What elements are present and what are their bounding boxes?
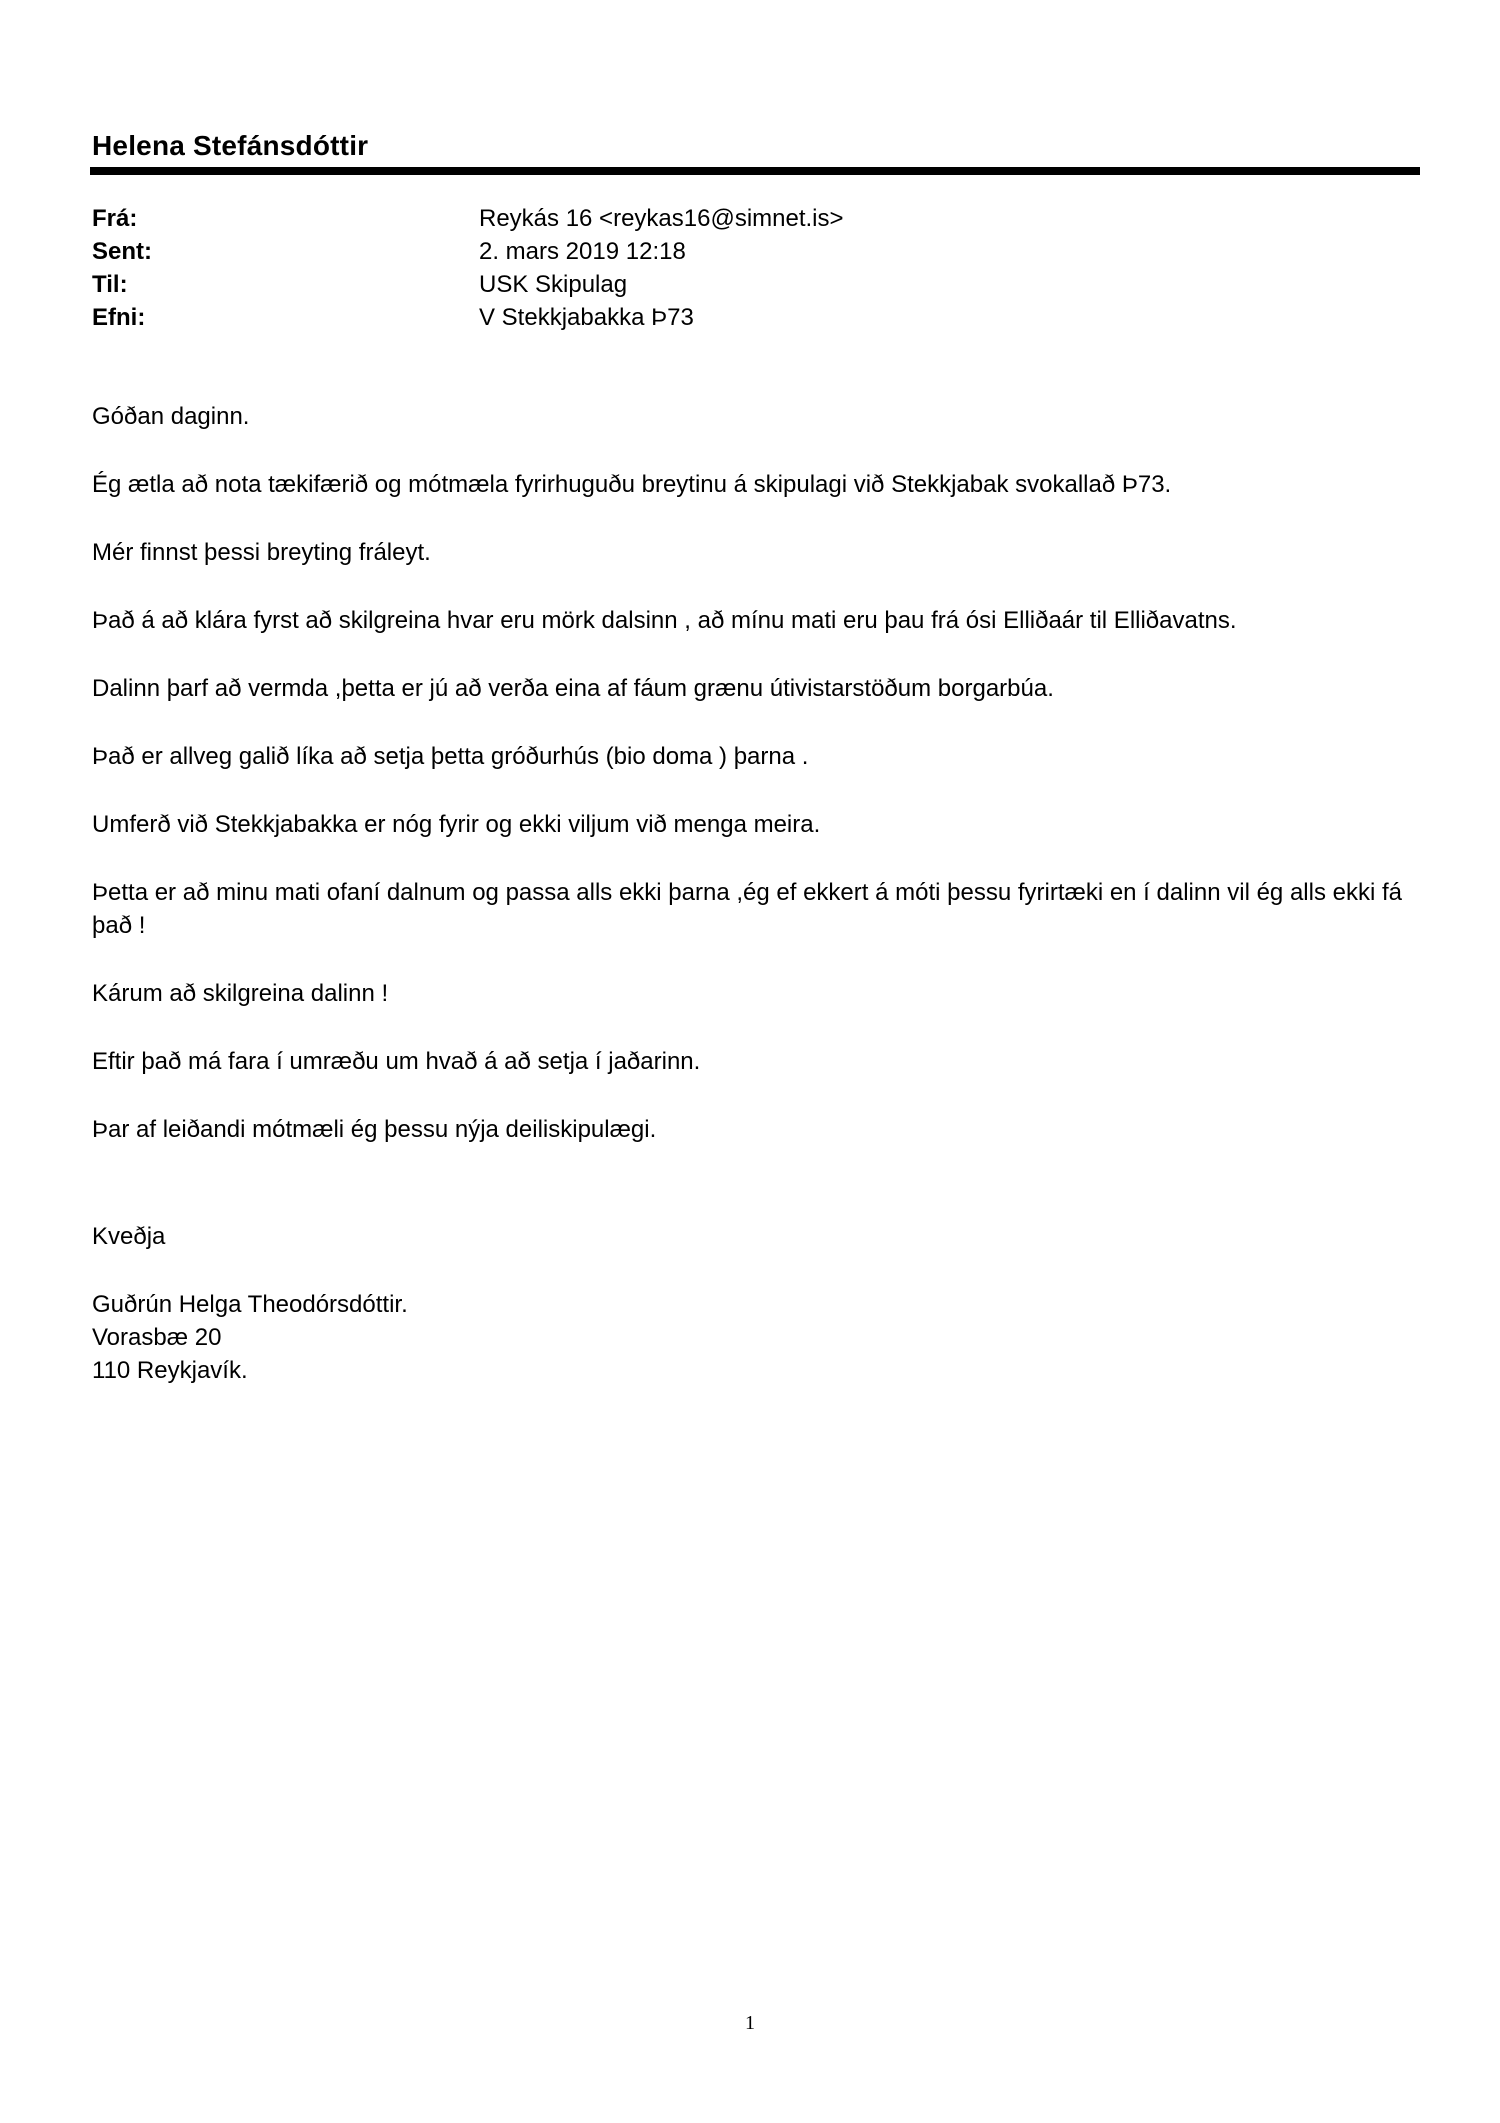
signature-city: 110 Reykjavík. [92, 1357, 248, 1384]
body-paragraph: Það er allveg galið líka að setja þetta gróðurhús (bio doma ) þarna . [92, 743, 809, 770]
body-paragraph: Þetta er að minu mati ofaní dalnum og passa alls ekki þarna ,ég ef ekkert á móti þessu fyrirtæki en í dalinn vil ég alls ekki fá það ! [92, 879, 1402, 939]
body-paragraph: Umferð við Stekkjabakka er nóg fyrir og ekki viljum við menga meira. [92, 811, 821, 838]
body-paragraph: Þar af leiðandi mótmæli ég þessu nýja deiliskipulægi. [92, 1116, 657, 1143]
header-rule [90, 167, 1420, 175]
to-value: USK Skipulag [479, 271, 628, 298]
body-paragraph: Kárum að skilgreina dalinn ! [92, 980, 389, 1007]
from-value: Reykás 16 <reykas16@simnet.is> [479, 205, 844, 232]
sent-value: 2. mars 2019 12:18 [479, 238, 686, 265]
page-number: 1 [745, 2012, 755, 2034]
body-paragraph: Eftir það má fara í umræðu um hvað á að setja í jaðarinn. [92, 1048, 701, 1075]
to-label: Til: [92, 271, 128, 298]
body-paragraph: Ég ætla að nota tækifærið og mótmæla fyrirhuguðu breytinu á skipulagi við Stekkjabak svokallað Þ73. [92, 471, 1172, 498]
from-label: Frá: [92, 205, 138, 232]
body-paragraph: Dalinn þarf að vermda ,þetta er jú að verða eina af fáum grænu útivistarstöðum borgarbúa. [92, 675, 1054, 702]
signature-street: Vorasbæ 20 [92, 1324, 222, 1351]
body-paragraph: Það á að klára fyrst að skilgreina hvar eru mörk dalsinn , að mínu mati eru þau frá ósi Elliðaár til Elliðavatns. [92, 607, 1237, 634]
subject-label: Efni: [92, 304, 146, 331]
body-paragraph: Góðan daginn. [92, 403, 250, 430]
subject-value: V Stekkjabakka Þ73 [479, 304, 694, 331]
signature [92, 1288, 408, 1387]
body-paragraph: Mér finnst þessi breyting fráleyt. [92, 539, 431, 566]
closing: Kveðja [92, 1223, 166, 1250]
sender-name: Helena Stefánsdóttir [92, 130, 369, 161]
signature-name: Guðrún Helga Theodórsdóttir. [92, 1291, 408, 1318]
sent-label: Sent: [92, 238, 152, 265]
email-body [92, 400, 1422, 1181]
